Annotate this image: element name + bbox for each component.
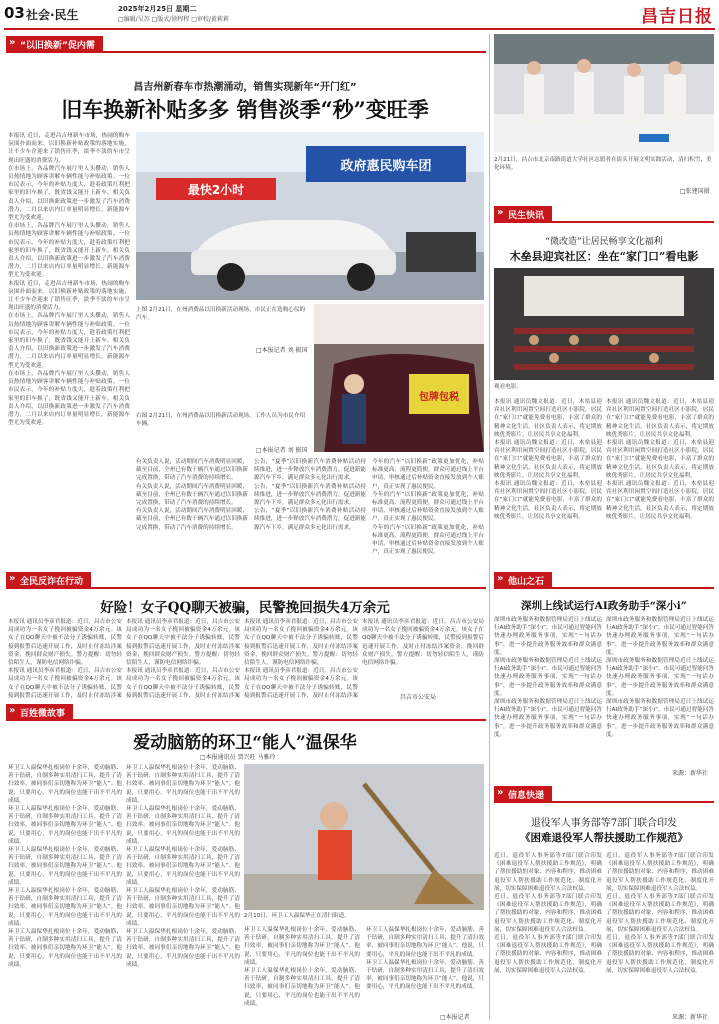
- story5-kicker: 退役军人事务部等7部门联合印发: [530, 818, 678, 829]
- story5-body-col1: 近日，退役军人事务部等7部门联合印发《困难退役军人帮扶援助工作规范》，明确了帮扶援助的对象、内容和程序，推动困难退役军人帮扶援助工作规范化、制度化开展，切实保障困难退役军人合法权益。 近日，退役军人事务部等7部门联合印发《困难退役军人帮扶援助工作规范》，明确了帮扶援助的对象、内容和程序，推动困难退役军人帮扶援助工作规范化、制度化开展，切实保障困难退役军人合法权益。 近日，退役军人事务部等7部门联合印发《困难退役军人帮扶援助工作规范》，明确了帮扶援助的对象、内容和程序，推动困难退役军人帮扶援助工作规范化、制度化开展，切实保障困难退役军人合法权益。: [494, 853, 602, 974]
- showroom-photo: [136, 132, 484, 300]
- minsheng-body-col1: 本报讯 通讯员魏文报道：近日，木垒县迎宾社区利用闲置空间打造社区小影院，居民在“家门口”就能免费看电影，丰富了群众的精神文化生活。社区负责人表示，将定期放映优秀影片，让居民共享文化福利。 本报讯 通讯员魏文报道：近日，木垒县迎宾社区利用闲置空间打造社区小影院，居民在“家门口”就能免费看电影，丰富了群众的精神文化生活。社区负责人表示，将定期放映优秀影片，让居民共享文化福利。 本报讯 通讯员魏文报道：近日，木垒县迎宾社区利用闲置空间打造社区小影院，居民在“家门口”就能免费看电影，丰富了群众的精神文化生活。社区负责人表示，将定期放映优秀影片，让居民共享文化福利。: [494, 399, 602, 520]
- photo1-author: □本报记者 刘 振国: [256, 347, 308, 354]
- section-tag-fanzha: » 全民反诈在行动: [6, 572, 91, 588]
- section-tag-xinxikuaidi: » 信息快递: [494, 786, 552, 802]
- section-tag-weigushi: » 百姓微故事: [6, 704, 73, 720]
- volunteers-photo: [494, 34, 714, 152]
- story2-headline: 好险！女子QQ聊天被骗，民警挽回损失4万余元: [100, 600, 390, 616]
- tag-rule: [494, 587, 714, 589]
- tag-rule: [494, 801, 714, 803]
- story3-body-col1: 环卫工人温保华扎根岗位十余年，爱动脑筋、善于钻研，自制多种实用清扫工具，提升了清扫效率，被同事们亲切地称为环卫“能人”。他说，只要用心，平凡的岗位也能干出不平凡的成绩。 环卫工人温保华扎根岗位十余年，爱动脑筋、善于钻研，自制多种实用清扫工具，提升了清扫效率，被同事们亲切地称为环卫“能人”。他说，只要用心，平凡的岗位也能干出不平凡的成绩。 环卫工人温保华扎根岗位十余年，爱动脑筋、善于钻研，自制多种实用清扫工具，提升了清扫效率，被同事们亲切地称为环卫“能人”。他说，只要用心，平凡的岗位也能干出不平凡的成绩。 环卫工人温保华扎根岗位十余年，爱动脑筋、善于钻研，自制多种实用清扫工具，提升了清扫效率，被同事们亲切地称为环卫“能人”。他说，只要用心，平凡的岗位也能干出不平凡的成绩。 环卫工人温保华扎根岗位十余年，爱动脑筋、善于钻研，自制多种实用清扫工具，提升了清扫效率，被同事们亲切地称为环卫“能人”。他说，只要用心，平凡的岗位也能干出不平凡的成绩。: [8, 765, 122, 968]
- story5-body-col2: 近日，退役军人事务部等7部门联合印发《困难退役军人帮扶援助工作规范》，明确了帮扶援助的对象、内容和程序，推动困难退役军人帮扶援助工作规范化、制度化开展，切实保障困难退役军人合法权益。 近日，退役军人事务部等7部门联合印发《困难退役军人帮扶援助工作规范》，明确了帮扶援助的对象、内容和程序，推动困难退役军人帮扶援助工作规范化、制度化开展，切实保障困难退役军人合法权益。 近日，退役军人事务部等7部门联合印发《困难退役军人帮扶援助工作规范》，明确了帮扶援助的对象、内容和程序，推动困难退役军人帮扶援助工作规范化、制度化开展，切实保障困难退役军人合法权益。: [606, 853, 714, 974]
- tag-rule: [6, 51, 486, 53]
- tag-rule: [6, 719, 486, 721]
- story4-body-col2: 深圳市政务服务和数据管理局近日上线试运行AI政务助手“深小i”，市民可通过智能问答快速办理政务服务事项，实现“一句话办事”，进一步提升政务服务效率和群众满意度。 深圳市政务服务和数据管理局近日上线试运行AI政务助手“深小i”，市民可通过智能问答快速办理政务服务事项，实现“一句话办事”，进一步提升政务服务效率和群众满意度。 深圳市政务服务和数据管理局近日上线试运行AI政务助手“深小i”，市民可通过智能问答快速办理政务服务事项，实现“一句话办事”，进一步提升政务服务效率和群众满意度。: [606, 617, 714, 738]
- story1-body-col1: 本报讯 近日，走进昌吉州新车市场，热闹的购车氛围扑面而来。以旧换新补贴政策的落地实施，让不少车企迎来了销售旺季，淡季不淡的车市呈现出旺盛的消费活力。 在市场上，各品牌汽车展厅里人头攒动，销售人员热情地为顾客讲解车辆性能与补贴政策。一位市民表示，今年的补贴力度大，趁着政策红利把家里的旧车换了，既省钱又能开上新车。相关负责人介绍，以旧换新政策进一步激发了汽车消费潜力，二月以来店内订单量明显增长，新能源车型尤为受欢迎。 在市场上，各品牌汽车展厅里人头攒动，销售人员热情地为顾客讲解车辆性能与补贴政策。一位市民表示，今年的补贴力度大，趁着政策红利把家里的旧车换了，既省钱又能开上新车。相关负责人介绍，以旧换新政策进一步激发了汽车消费潜力，二月以来店内订单量明显增长，新能源车型尤为受欢迎。 本报讯 近日，走进昌吉州新车市场，热闹的购车氛围扑面而来。以旧换新补贴政策的落地实施，让不少车企迎来了销售旺季，淡季不淡的车市呈现出旺盛的消费活力。 在市场上，各品牌汽车展厅里人头攒动，销售人员热情地为顾客讲解车辆性能与补贴政策。一位市民表示，今年的补贴力度大，趁着政策红利把家里的旧车换了，既省钱又能开上新车。相关负责人介绍，以旧换新政策进一步激发了汽车消费潜力，二月以来店内订单量明显增长，新能源车型尤为受欢迎。 在市场上，各品牌汽车展厅里人头攒动，销售人员热情地为顾客讲解车辆性能与补贴政策。一位市民表示，今年的补贴力度大，趁着政策红利把家里的旧车换了，既省钱又能开上新车。相关负责人介绍，以旧换新政策进一步激发了汽车消费潜力，二月以来店内订单量明显增长，新能源车型尤为受欢迎。: [8, 133, 130, 427]
- story1-body-col2: 有关负责人说，活动期间汽车消费明显回暖，截至目前，全州已有数千辆汽车通过以旧换新完成置换，带动了汽车消费的持续增长。 有关负责人说，活动期间汽车消费明显回暖，截至目前，全州已有数千辆汽车通过以旧换新完成置换，带动了汽车消费的持续增长。 有关负责人说，活动期间汽车消费明显回暖，截至目前，全州已有数千辆汽车通过以旧换新完成置换，带动了汽车消费的持续增长。: [136, 459, 248, 531]
- column-divider: [489, 34, 490, 1020]
- story3-body-col4: 环卫工人温保华扎根岗位十余年，爱动脑筋、善于钻研，自制多种实用清扫工具，提升了清扫效率，被同事们亲切地称为环卫“能人”。他说，只要用心，平凡的岗位也能干出不平凡的成绩。 环卫工人温保华扎根岗位十余年，爱动脑筋、善于钻研，自制多种实用清扫工具，提升了清扫效率，被同事们亲切地称为环卫“能人”。他说，只要用心，平凡的岗位也能干出不平凡的成绩。: [366, 927, 484, 991]
- minsheng-body-col2: 本报讯 通讯员魏文报道：近日，木垒县迎宾社区利用闲置空间打造社区小影院，居民在“家门口”就能免费看电影，丰富了群众的精神文化生活。社区负责人表示，将定期放映优秀影片，让居民共享文化福利。 本报讯 通讯员魏文报道：近日，木垒县迎宾社区利用闲置空间打造社区小影院，居民在“家门口”就能免费看电影，丰富了群众的精神文化生活。社区负责人表示，将定期放映优秀影片，让居民共享文化福利。 本报讯 通讯员魏文报道：近日，木垒县迎宾社区利用闲置空间打造社区小影院，居民在“家门口”就能免费看电影，丰富了群众的精神文化生活。社区负责人表示，将定期放映优秀影片，让居民共享文化福利。: [606, 399, 714, 520]
- page-number: 03: [4, 4, 25, 22]
- cinema-photo: [494, 268, 714, 380]
- story2-body-col3: 本报讯 通讯员李彦君报道：近日，昌吉市公安局成功为一名女子挽回被骗资金4万余元。该女子在QQ聊天中被不法分子诱骗转账，民警接到报警后迅速开展工作，及时止付冻结涉案资金，挽回群众财产损失。警方提醒：切勿轻信陌生人，谨防电信网络诈骗。 本报讯 通讯员李彦君报道：近日，昌吉市公安局成功为一名女子挽回被骗资金4万余元。该女子在QQ聊天中被不法分子诱骗转账，民警接到报警后迅速开展工作，及时止付冻结涉案: [244, 619, 358, 699]
- story3-byline: □本报通讯员 贾兴旺 马雅玲: [200, 754, 276, 761]
- newspaper-logo: 昌吉日报: [641, 7, 713, 27]
- story3-body-col3: 环卫工人温保华扎根岗位十余年，爱动脑筋、善于钻研，自制多种实用清扫工具，提升了清扫效率，被同事们亲切地称为环卫“能人”。他说，只要用心，平凡的岗位也能干出不平凡的成绩。 环卫工人温保华扎根岗位十余年，爱动脑筋、善于钻研，自制多种实用清扫工具，提升了清扫效率，被同事们亲切地称为环卫“能人”。他说，只要用心，平凡的岗位也能干出不平凡的成绩。: [244, 927, 360, 1007]
- story3-author: □本报记者: [440, 1014, 470, 1021]
- tag-rule: [6, 587, 486, 589]
- showroom-sign-text: 政府惠民购车团: [340, 159, 432, 174]
- story1-kicker: 昌吉州新春车市热潮涌动，销售实现新年“开门红”: [133, 82, 357, 93]
- volunteers-caption: 2月21日，昌吉市北京南路街道大学社区志愿者在街头开展文明实践活动，清扫积雪，美化环境。: [494, 157, 712, 171]
- minsheng-kicker: “微改造”让居民畅享文化福利: [545, 237, 663, 247]
- story2-body-col2: 本报讯 通讯员李彦君报道：近日，昌吉市公安局成功为一名女子挽回被骗资金4万余元。该女子在QQ聊天中被不法分子诱骗转账，民警接到报警后迅速开展工作，及时止付冻结涉案资金，挽回群众财产损失。警方提醒：切勿轻信陌生人，谨防电信网络诈骗。 本报讯 通讯员李彦君报道：近日，昌吉市公安局成功为一名女子挽回被骗资金4万余元。该女子在QQ聊天中被不法分子诱骗转账，民警接到报警后迅速开展工作，及时止付冻结涉案: [126, 619, 240, 699]
- story5-headline: 《困难退役军人帮扶援助工作规范》: [520, 832, 688, 844]
- tag-rule: [494, 221, 714, 223]
- story2-body-col4: 本报讯 通讯员李彦君报道：近日，昌吉市公安局成功为一名女子挽回被骗资金4万余元。该女子在QQ聊天中被不法分子诱骗转账，民警接到报警后迅速开展工作，及时止付冻结涉案资金，挽回群众财产损失。警方提醒：切勿轻信陌生人，谨防电信网络诈骗。: [362, 619, 484, 667]
- header-rule: [4, 28, 715, 30]
- story4-author: 来源：新华社: [672, 770, 709, 777]
- story5-author: 来源：新华社: [672, 1014, 709, 1021]
- sanitation-photo-caption: 2月10日，环卫工人温保华正在清扫街道。: [244, 913, 350, 919]
- story1-headline: 旧车换新补贴多多 销售淡季“秒”变旺季: [61, 97, 429, 122]
- sanitation-worker-photo: [244, 764, 484, 910]
- issue-date: 2025年2月25日 星期二: [118, 5, 197, 13]
- section-tag-tashanzhishi: » 他山之石: [494, 572, 552, 588]
- editors-line: □编辑/吴苏 □版式/徐程程 □审校/黄莉莉: [118, 16, 229, 23]
- story2-author: 昌吉市公安局: [400, 694, 437, 701]
- story3-headline: 爱动脑筋的环卫“能人”温保华: [133, 733, 357, 753]
- story2-body-col1: 本报讯 通讯员李彦君报道：近日，昌吉市公安局成功为一名女子挽回被骗资金4万余元。该女子在QQ聊天中被不法分子诱骗转账，民警接到报警后迅速开展工作，及时止付冻结涉案资金，挽回群众财产损失。警方提醒：切勿轻信陌生人，谨防电信网络诈骗。 本报讯 通讯员李彦君报道：近日，昌吉市公安局成功为一名女子挽回被骗资金4万余元。该女子在QQ聊天中被不法分子诱骗转账，民警接到报警后迅速开展工作，及时止付冻结涉案: [8, 619, 122, 699]
- section-tag-yijiuhuanxin: » “以旧换新”促内需: [6, 36, 103, 52]
- story4-headline: 深圳上线试运行AI政务助手“深小i”: [521, 600, 687, 612]
- story1-body-col3: 公告，“夏季”以旧换新汽车消费补贴活动持续推进，进一步释放汽车消费潜力，促进新能源汽车下乡，满足群众多元化出行需求。 公告，“夏季”以旧换新汽车消费补贴活动持续推进，进一步释放汽车消费潜力，促进新能源汽车下乡，满足群众多元化出行需求。 公告，“夏季”以旧换新汽车消费补贴活动持续推进，进一步释放汽车消费潜力，促进新能源汽车下乡，满足群众多元化出行需求。: [254, 459, 366, 531]
- photo2-author: □本报记者 刘 振国: [256, 447, 308, 454]
- car-sales-photo: [314, 304, 484, 452]
- car-sign-text: 包牌包税: [419, 392, 459, 403]
- story3-body-col2: 环卫工人温保华扎根岗位十余年，爱动脑筋、善于钻研，自制多种实用清扫工具，提升了清扫效率，被同事们亲切地称为环卫“能人”。他说，只要用心，平凡的岗位也能干出不平凡的成绩。 环卫工人温保华扎根岗位十余年，爱动脑筋、善于钻研，自制多种实用清扫工具，提升了清扫效率，被同事们亲切地称为环卫“能人”。他说，只要用心，平凡的岗位也能干出不平凡的成绩。 环卫工人温保华扎根岗位十余年，爱动脑筋、善于钻研，自制多种实用清扫工具，提升了清扫效率，被同事们亲切地称为环卫“能人”。他说，只要用心，平凡的岗位也能干出不平凡的成绩。 环卫工人温保华扎根岗位十余年，爱动脑筋、善于钻研，自制多种实用清扫工具，提升了清扫效率，被同事们亲切地称为环卫“能人”。他说，只要用心，平凡的岗位也能干出不平凡的成绩。 环卫工人温保华扎根岗位十余年，爱动脑筋、善于钻研，自制多种实用清扫工具，提升了清扫效率，被同事们亲切地称为环卫“能人”。他说，只要用心，平凡的岗位也能干出不平凡的成绩。: [126, 765, 240, 968]
- showroom-banner-text: 最快2小时: [187, 183, 245, 197]
- section-tag-minsheng: » 民生快讯: [494, 206, 552, 222]
- photo2-caption: 右图 2月21日，在州消费品以旧换新活动现场，工作人员为市民介绍车辆。: [136, 413, 306, 427]
- minsheng-headline: 木垒县迎宾社区：坐在“家门口”看电影: [509, 250, 699, 263]
- section-name: 社会·民生: [26, 8, 79, 22]
- cinema-caption: 观看电影。: [494, 384, 522, 390]
- volunteers-author: □张建国摄: [680, 188, 710, 195]
- photo1-caption: 上图 2月21日，在州消费品以旧换新活动现场，市民正在选购心仪的汽车。: [136, 307, 306, 321]
- story4-body-col1: 深圳市政务服务和数据管理局近日上线试运行AI政务助手“深小i”，市民可通过智能问答快速办理政务服务事项，实现“一句话办事”，进一步提升政务服务效率和群众满意度。 深圳市政务服务和数据管理局近日上线试运行AI政务助手“深小i”，市民可通过智能问答快速办理政务服务事项，实现“一句话办事”，进一步提升政务服务效率和群众满意度。 深圳市政务服务和数据管理局近日上线试运行AI政务助手“深小i”，市民可通过智能问答快速办理政务服务事项，实现“一句话办事”，进一步提升政务服务效率和群众满意度。: [494, 617, 602, 738]
- story1-body-col4: 今年的汽车“以旧换新”政策更加优化，补贴标准更高、流程更简便，群众可通过线上平台申请，审核通过后补贴资金直接发放到个人账户，真正实现了惠民便民。 今年的汽车“以旧换新”政策更加优化，补贴标准更高、流程更简便，群众可通过线上平台申请，审核通过后补贴资金直接发放到个人账户，真正实现了惠民便民。 今年的汽车“以旧换新”政策更加优化，补贴标准更高、流程更简便，群众可通过线上平台申请，审核通过后补贴资金直接发放到个人账户，真正实现了惠民便民。: [372, 459, 484, 556]
